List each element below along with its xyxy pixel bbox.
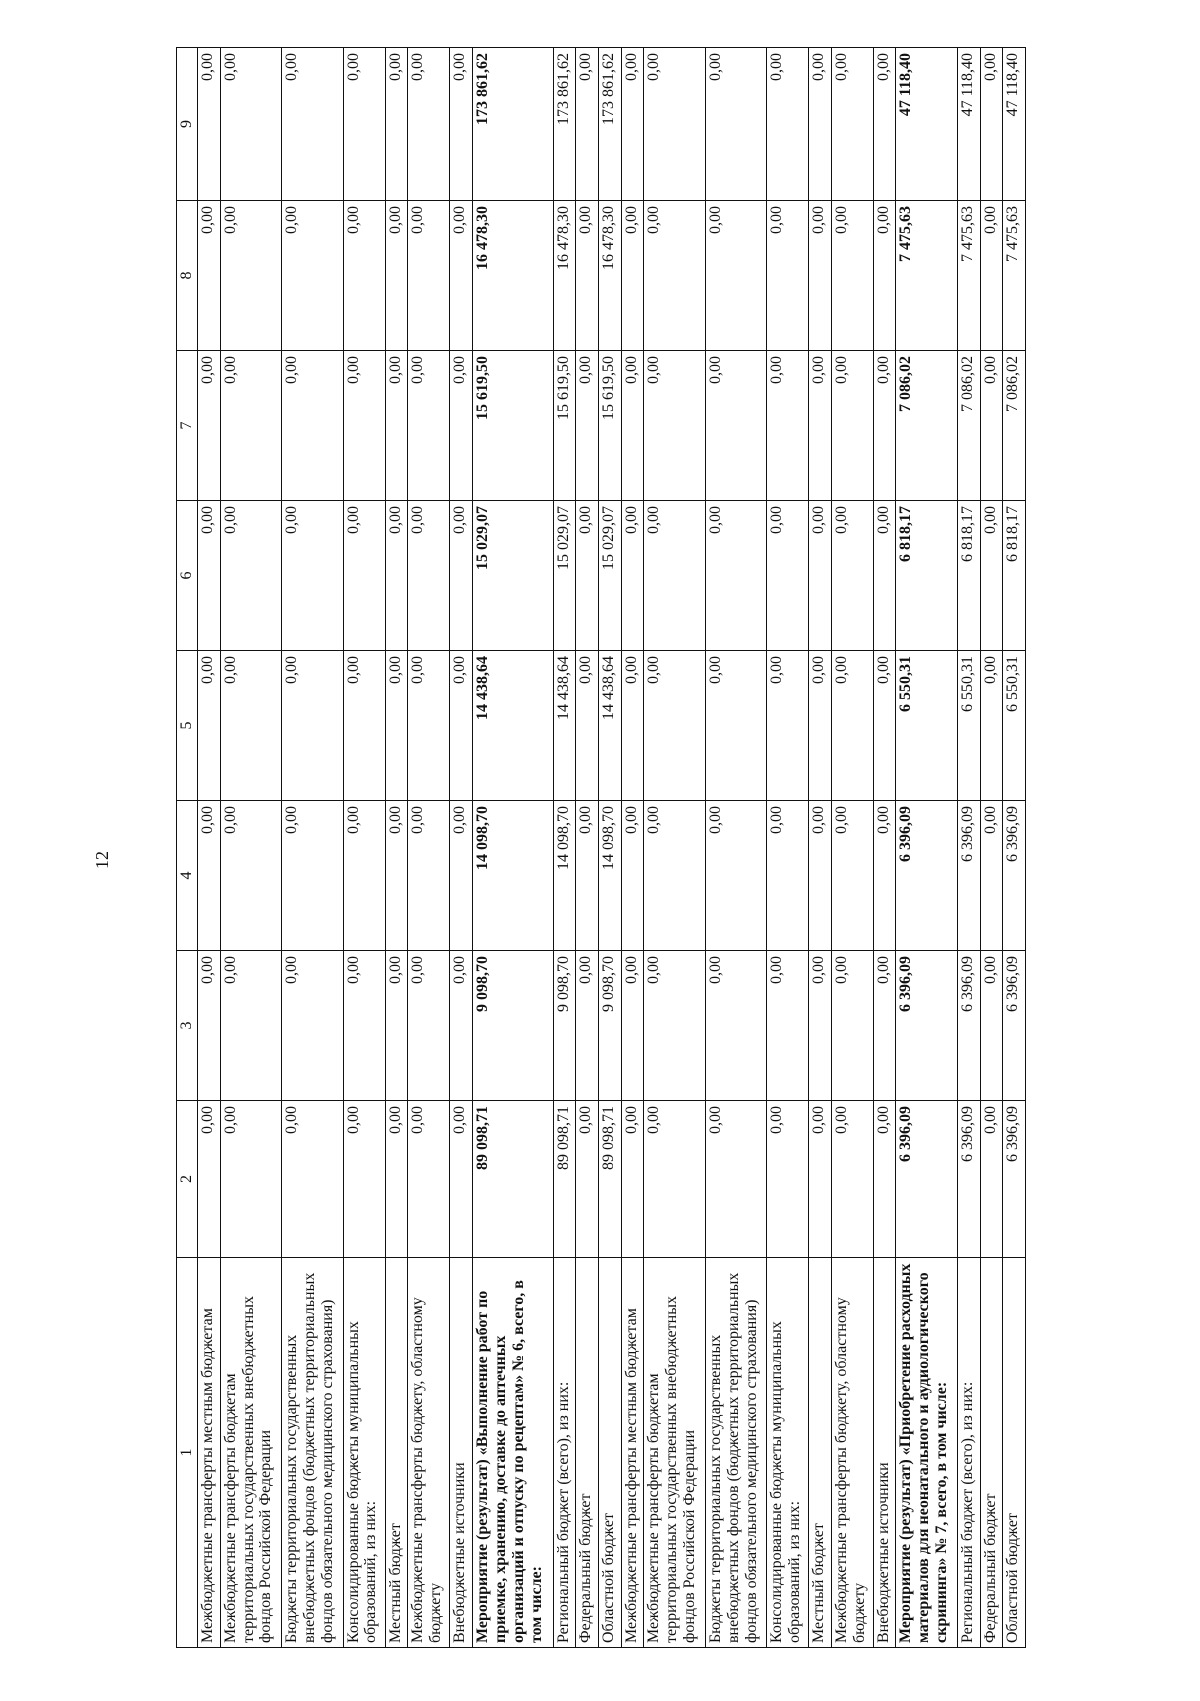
column-number-header: 4: [177, 801, 198, 951]
value-cell: 6 396,09: [1003, 801, 1026, 951]
value-cell: 0,00: [282, 801, 343, 951]
value-cell: 0,00: [767, 501, 809, 651]
value-cell: 0,00: [873, 651, 896, 801]
table-row: [980, 48, 1003, 1648]
value-cell: 0,00: [621, 201, 644, 351]
row-label: Бюджеты территориальных государственных внебюджетных фондов (бюджетных территориальных фондов обязательного медицинского страхования): [705, 1258, 766, 1648]
row-label: Федеральный бюджет: [576, 1258, 599, 1648]
value-cell: 0,00: [220, 501, 281, 651]
value-cell: 7 086,02: [896, 351, 957, 501]
value-cell: 0,00: [198, 801, 221, 951]
value-cell: 0,00: [576, 351, 599, 501]
value-cell: 0,00: [873, 48, 896, 201]
value-cell: 0,00: [873, 351, 896, 501]
table-row: [873, 48, 896, 1648]
value-cell: 7 475,63: [957, 201, 980, 351]
value-cell: 0,00: [809, 951, 832, 1101]
row-label: Межбюджетные трансферты бюджетам территориальных государственных внебюджетных фондов Российской Федерации: [644, 1258, 705, 1648]
value-cell: 14 098,70: [472, 801, 553, 951]
value-cell: 0,00: [767, 351, 809, 501]
value-cell: 0,00: [705, 201, 766, 351]
value-cell: 0,00: [809, 1101, 832, 1258]
table-row: [705, 48, 766, 1648]
value-cell: 14 438,64: [598, 651, 621, 801]
value-cell: 0,00: [873, 501, 896, 651]
column-number-header: 3: [177, 951, 198, 1101]
value-cell: 0,00: [873, 201, 896, 351]
value-cell: 0,00: [576, 201, 599, 351]
value-cell: 0,00: [343, 351, 385, 501]
value-cell: 0,00: [831, 351, 873, 501]
row-label: Межбюджетные трансферты бюджету, областному бюджету: [831, 1258, 873, 1648]
value-cell: 47 118,40: [957, 48, 980, 201]
table-row: [343, 48, 385, 1648]
table-row: [385, 48, 408, 1648]
row-label: Региональный бюджет (всего), из них:: [553, 1258, 576, 1648]
value-cell: 0,00: [980, 951, 1003, 1101]
value-cell: 0,00: [980, 501, 1003, 651]
value-cell: 0,00: [343, 651, 385, 801]
value-cell: 0,00: [831, 801, 873, 951]
value-cell: 0,00: [576, 651, 599, 801]
column-number-header: 8: [177, 201, 198, 351]
value-cell: 6 396,09: [957, 951, 980, 1101]
column-number-header-row: [177, 48, 198, 1648]
value-cell: 0,00: [873, 951, 896, 1101]
value-cell: 0,00: [980, 1101, 1003, 1258]
value-cell: 0,00: [644, 651, 705, 801]
row-label: Бюджеты территориальных государственных внебюджетных фондов (бюджетных территориальных фондов обязательного медицинского страхования): [282, 1258, 343, 1648]
value-cell: 0,00: [621, 351, 644, 501]
value-cell: 6 550,31: [957, 651, 980, 801]
value-cell: 6 396,09: [1003, 1101, 1026, 1258]
value-cell: 0,00: [705, 651, 766, 801]
row-label: Внебюджетные источники: [450, 1258, 473, 1648]
value-cell: 9 098,70: [598, 951, 621, 1101]
column-number-header: 5: [177, 651, 198, 801]
value-cell: 0,00: [450, 651, 473, 801]
value-cell: 9 098,70: [472, 951, 553, 1101]
value-cell: 0,00: [198, 201, 221, 351]
value-cell: 0,00: [282, 351, 343, 501]
value-cell: 0,00: [809, 501, 832, 651]
value-cell: 0,00: [385, 48, 408, 201]
value-cell: 0,00: [576, 48, 599, 201]
value-cell: 0,00: [644, 351, 705, 501]
row-label: Областной бюджет: [1003, 1258, 1026, 1648]
value-cell: 89 098,71: [472, 1101, 553, 1258]
value-cell: 0,00: [644, 951, 705, 1101]
table-row: [553, 48, 576, 1648]
value-cell: 0,00: [408, 501, 450, 651]
value-cell: 0,00: [831, 651, 873, 801]
value-cell: 0,00: [831, 951, 873, 1101]
value-cell: 0,00: [408, 351, 450, 501]
value-cell: 0,00: [809, 651, 832, 801]
value-cell: 0,00: [220, 48, 281, 201]
column-number-header: 9: [177, 48, 198, 201]
table-row: [831, 48, 873, 1648]
value-cell: 173 861,62: [472, 48, 553, 201]
value-cell: 0,00: [282, 651, 343, 801]
value-cell: 47 118,40: [896, 48, 957, 201]
value-cell: 0,00: [705, 501, 766, 651]
value-cell: 0,00: [198, 1101, 221, 1258]
column-number-header: 2: [177, 1101, 198, 1258]
value-cell: 0,00: [220, 351, 281, 501]
value-cell: 0,00: [767, 48, 809, 201]
value-cell: 0,00: [621, 1101, 644, 1258]
value-cell: 0,00: [705, 48, 766, 201]
value-cell: 0,00: [408, 651, 450, 801]
value-cell: 89 098,71: [553, 1101, 576, 1258]
rotated-table-wrapper: [176, 48, 1026, 1648]
value-cell: 6 396,09: [957, 801, 980, 951]
value-cell: 0,00: [831, 48, 873, 201]
value-cell: 14 098,70: [598, 801, 621, 951]
value-cell: 0,00: [450, 801, 473, 951]
value-cell: 15 029,07: [472, 501, 553, 651]
value-cell: 0,00: [576, 801, 599, 951]
value-cell: 0,00: [385, 501, 408, 651]
budget-table: [176, 47, 1026, 1648]
value-cell: 0,00: [450, 48, 473, 201]
row-label: Консолидированные бюджеты муниципальных образований, из них:: [343, 1258, 385, 1648]
value-cell: 9 098,70: [553, 951, 576, 1101]
value-cell: 0,00: [644, 48, 705, 201]
value-cell: 0,00: [767, 801, 809, 951]
value-cell: 0,00: [198, 501, 221, 651]
table-row: [957, 48, 980, 1648]
value-cell: 0,00: [705, 351, 766, 501]
value-cell: 16 478,30: [472, 201, 553, 351]
value-cell: 0,00: [385, 1101, 408, 1258]
value-cell: 0,00: [644, 801, 705, 951]
value-cell: 15 619,50: [553, 351, 576, 501]
table-row: [408, 48, 450, 1648]
table-row: [621, 48, 644, 1648]
row-label: Местный бюджет: [809, 1258, 832, 1648]
value-cell: 7 086,02: [957, 351, 980, 501]
value-cell: 0,00: [621, 651, 644, 801]
value-cell: 0,00: [809, 201, 832, 351]
value-cell: 0,00: [408, 48, 450, 201]
value-cell: 0,00: [198, 48, 221, 201]
table-row: [598, 48, 621, 1648]
value-cell: 0,00: [980, 801, 1003, 951]
value-cell: 0,00: [343, 501, 385, 651]
value-cell: 173 861,62: [598, 48, 621, 201]
row-label: Межбюджетные трансферты бюджету, областному бюджету: [408, 1258, 450, 1648]
value-cell: 15 619,50: [472, 351, 553, 501]
value-cell: 16 478,30: [553, 201, 576, 351]
column-number-header: 1: [177, 1258, 198, 1648]
value-cell: 0,00: [408, 801, 450, 951]
value-cell: 0,00: [450, 351, 473, 501]
value-cell: 0,00: [408, 201, 450, 351]
row-label: Межбюджетные трансферты бюджетам территориальных государственных внебюджетных фондов Российской Федерации: [220, 1258, 281, 1648]
value-cell: 0,00: [220, 951, 281, 1101]
value-cell: 6 396,09: [1003, 951, 1026, 1101]
value-cell: 0,00: [385, 951, 408, 1101]
table-row: [767, 48, 809, 1648]
value-cell: 0,00: [220, 651, 281, 801]
value-cell: 0,00: [198, 651, 221, 801]
value-cell: 0,00: [621, 951, 644, 1101]
row-label: Консолидированные бюджеты муниципальных образований, из них:: [767, 1258, 809, 1648]
value-cell: 0,00: [450, 201, 473, 351]
value-cell: 0,00: [385, 651, 408, 801]
table-row: [472, 48, 553, 1648]
value-cell: 0,00: [980, 201, 1003, 351]
value-cell: 0,00: [343, 1101, 385, 1258]
value-cell: 89 098,71: [598, 1101, 621, 1258]
table-row: [198, 48, 221, 1648]
value-cell: 6 818,17: [1003, 501, 1026, 651]
table-row: [450, 48, 473, 1648]
row-label: Областной бюджет: [598, 1258, 621, 1648]
value-cell: 0,00: [282, 1101, 343, 1258]
value-cell: 0,00: [385, 201, 408, 351]
value-cell: 0,00: [831, 201, 873, 351]
value-cell: 0,00: [644, 1101, 705, 1258]
value-cell: 6 818,17: [957, 501, 980, 651]
value-cell: 0,00: [408, 1101, 450, 1258]
value-cell: 14 438,64: [553, 651, 576, 801]
table-row: [1003, 48, 1026, 1648]
value-cell: 0,00: [450, 951, 473, 1101]
row-label: Мероприятие (результат) «Приобретение расходных материалов для неонатального и аудиологического скрининга» № 7, всего, в том числе:: [896, 1258, 957, 1648]
value-cell: 0,00: [621, 48, 644, 201]
value-cell: 0,00: [282, 201, 343, 351]
value-cell: 6 396,09: [896, 1101, 957, 1258]
value-cell: 0,00: [408, 951, 450, 1101]
value-cell: 14 438,64: [472, 651, 553, 801]
value-cell: 0,00: [767, 1101, 809, 1258]
value-cell: 0,00: [282, 951, 343, 1101]
value-cell: 0,00: [220, 201, 281, 351]
row-label: Федеральный бюджет: [980, 1258, 1003, 1648]
value-cell: 0,00: [343, 48, 385, 201]
value-cell: 0,00: [198, 351, 221, 501]
row-label: Межбюджетные трансферты местным бюджетам: [198, 1258, 221, 1648]
value-cell: 0,00: [767, 651, 809, 801]
value-cell: 7 475,63: [1003, 201, 1026, 351]
value-cell: 0,00: [576, 951, 599, 1101]
column-number-header: 7: [177, 351, 198, 501]
value-cell: 6 818,17: [896, 501, 957, 651]
value-cell: 7 086,02: [1003, 351, 1026, 501]
value-cell: 0,00: [644, 501, 705, 651]
value-cell: 0,00: [831, 501, 873, 651]
value-cell: 0,00: [767, 951, 809, 1101]
value-cell: 0,00: [385, 801, 408, 951]
value-cell: 6 550,31: [1003, 651, 1026, 801]
value-cell: 0,00: [705, 1101, 766, 1258]
value-cell: 6 550,31: [896, 651, 957, 801]
value-cell: 0,00: [809, 48, 832, 201]
value-cell: 0,00: [980, 351, 1003, 501]
value-cell: 15 029,07: [553, 501, 576, 651]
value-cell: 0,00: [644, 201, 705, 351]
value-cell: 6 396,09: [896, 951, 957, 1101]
value-cell: 0,00: [450, 501, 473, 651]
table-row: [809, 48, 832, 1648]
value-cell: 0,00: [198, 951, 221, 1101]
value-cell: 6 396,09: [957, 1101, 980, 1258]
value-cell: 173 861,62: [553, 48, 576, 201]
value-cell: 0,00: [767, 201, 809, 351]
value-cell: 47 118,40: [1003, 48, 1026, 201]
value-cell: 0,00: [831, 1101, 873, 1258]
value-cell: 0,00: [873, 801, 896, 951]
table-row: [896, 48, 957, 1648]
value-cell: 0,00: [705, 801, 766, 951]
value-cell: 0,00: [343, 951, 385, 1101]
table-row: [220, 48, 281, 1648]
row-label: Межбюджетные трансферты местным бюджетам: [621, 1258, 644, 1648]
value-cell: 0,00: [809, 351, 832, 501]
table-row: [644, 48, 705, 1648]
value-cell: 15 029,07: [598, 501, 621, 651]
value-cell: 0,00: [809, 801, 832, 951]
row-label: Региональный бюджет (всего), из них:: [957, 1258, 980, 1648]
page-number: 12: [92, 851, 112, 869]
column-number-header: 6: [177, 501, 198, 651]
value-cell: 0,00: [450, 1101, 473, 1258]
value-cell: 0,00: [220, 1101, 281, 1258]
value-cell: 16 478,30: [598, 201, 621, 351]
value-cell: 7 475,63: [896, 201, 957, 351]
row-label: Местный бюджет: [385, 1258, 408, 1648]
value-cell: 0,00: [343, 801, 385, 951]
value-cell: 14 098,70: [553, 801, 576, 951]
value-cell: 0,00: [343, 201, 385, 351]
value-cell: 0,00: [576, 501, 599, 651]
value-cell: 0,00: [621, 501, 644, 651]
table-body: [198, 48, 1026, 1648]
value-cell: 15 619,50: [598, 351, 621, 501]
value-cell: 0,00: [385, 351, 408, 501]
value-cell: 0,00: [621, 801, 644, 951]
value-cell: 0,00: [980, 48, 1003, 201]
value-cell: 0,00: [282, 501, 343, 651]
value-cell: 0,00: [576, 1101, 599, 1258]
table-row: [576, 48, 599, 1648]
value-cell: 0,00: [873, 1101, 896, 1258]
row-label: Внебюджетные источники: [873, 1258, 896, 1648]
value-cell: 0,00: [705, 951, 766, 1101]
value-cell: 6 396,09: [896, 801, 957, 951]
value-cell: 0,00: [282, 48, 343, 201]
row-label: Мероприятие (результат) «Выполнение работ по приемке, хранению, доставке до аптечных организаций и отпуску по рецептам» № 6, всего, в том числе:: [472, 1258, 553, 1648]
value-cell: 0,00: [980, 651, 1003, 801]
table-row: [282, 48, 343, 1648]
value-cell: 0,00: [220, 801, 281, 951]
